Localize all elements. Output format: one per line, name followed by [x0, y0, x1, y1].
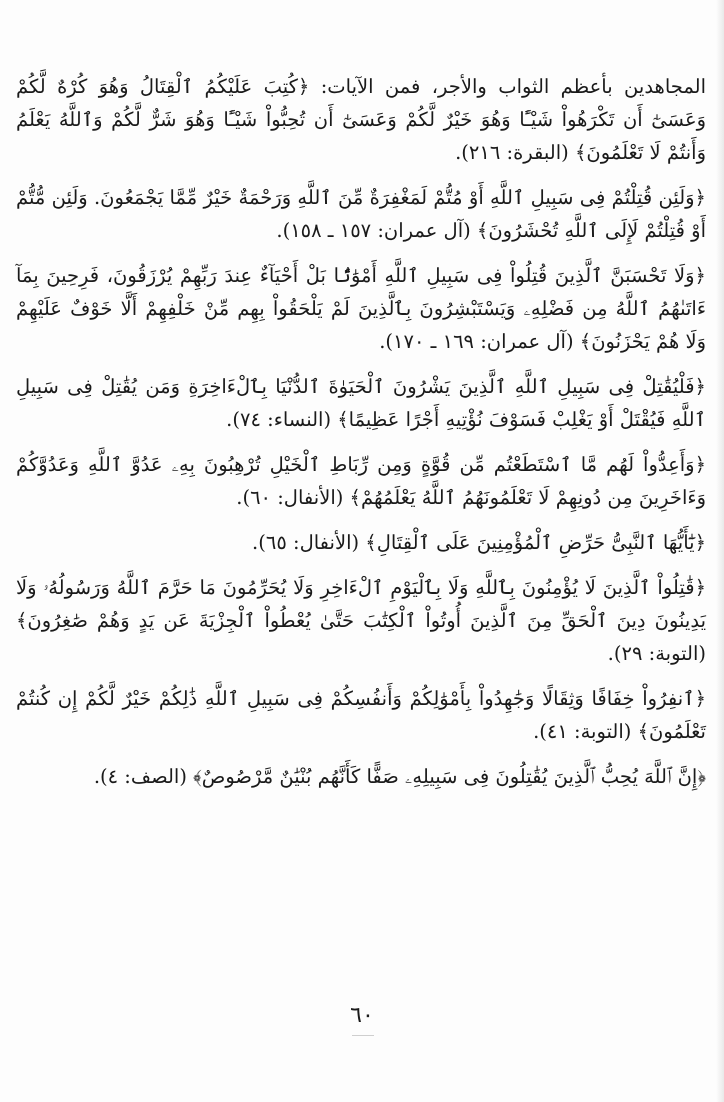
paragraph-at-tawbah-41: ﴿ٱنفِرُواْ خِفَافًا وَثِقَالًا وَجَٰهِدُواْ بِأَمْوَٰلِكُمْ وَأَنفُسِكُمْ فِى سَبِيلِ ٱللَّهِ ذَٰلِكُمْ خَيْرٌ لَّكُمْ إِن كُنتُمْ تَعْلَمُونَ﴾ (التوبة: ٤١). — [16, 687, 706, 743]
paragraph-an-nisa-74: ﴿فَلْيُقَٰتِلْ فِى سَبِيلِ ٱللَّهِ ٱلَّذِينَ يَشْرُونَ ٱلْحَيَوٰةَ ٱلدُّنْيَا بِٱلْءَاخِرَةِ وَمَن يُقَٰتِلْ فِى سَبِيلِ ٱللَّهِ فَيُقْتَلْ أَوْ يَغْلِبْ فَسَوْفَ نُؤْتِيهِ أَجْرًا عَظِيمًا﴾ (النساء: ٧٤). — [16, 375, 706, 431]
paragraph-intro-albaqarah: المجاهدين بأعظم الثواب والأجر، فمن الآيات: ﴿كُتِبَ عَلَيْكُمُ ٱلْقِتَالُ وَهُوَ كُرْهٌ لَّكُمْ وَعَسَىٰٓ أَن تَكْرَهُواْ شَيْـًٔا وَهُوَ خَيْرٌ لَّكُمْ وَعَسَىٰٓ أَن تُحِبُّواْ شَيْـًٔا وَهُوَ شَرٌّ لَّكُمْ وَٱللَّهُ يَعْلَمُ وَأَنتُمْ لَا تَعْلَمُونَ﴾ (البقرة: ٢١٦). — [16, 75, 706, 164]
paragraph-at-tawbah-29: ﴿قَٰتِلُواْ ٱلَّذِينَ لَا يُؤْمِنُونَ بِٱللَّهِ وَلَا بِٱلْيَوْمِ ٱلْءَاخِرِ وَلَا يُحَرِّمُونَ مَا حَرَّمَ ٱللَّهُ وَرَسُولُهُۥ وَلَا يَدِينُونَ دِينَ ٱلْحَقِّ مِنَ ٱلَّذِينَ أُوتُواْ ٱلْكِتَٰبَ حَتَّىٰ يُعْطُواْ ٱلْجِزْيَةَ عَن يَدٍ وَهُمْ صَٰغِرُونَ﴾ (التوبة: ٢٩). — [16, 576, 706, 665]
paragraph-al-anfal-65: ﴿يَٰٓأَيُّهَا ٱلنَّبِىُّ حَرِّضِ ٱلْمُؤْمِنِينَ عَلَى ٱلْقِتَالِ﴾ (الأنفال: ٦٥). — [252, 531, 706, 554]
page-number-underline — [352, 1035, 374, 1036]
paragraph-al-anfal-60: ﴿وَأَعِدُّواْ لَهُم مَّا ٱسْتَطَعْتُم مِّن قُوَّةٍ وَمِن رِّبَاطِ ٱلْخَيْلِ تُرْهِبُونَ بِهِۦ عَدُوَّ ٱللَّهِ وَعَدُوَّكُمْ وَءَاخَرِينَ مِن دُونِهِمْ لَا تَعْلَمُونَهُمُ ٱللَّهُ يَعْلَمُهُمْ﴾ (الأنفال: ٦٠). — [16, 453, 706, 509]
paragraph-as-saff-4: ﴿إِنَّ ٱللَّهَ يُحِبُّ ٱلَّذِينَ يُقَٰتِلُونَ فِى سَبِيلِهِۦ صَفًّا كَأَنَّهُم بُنْيَٰنٌ مَّرْصُوصٌ﴾ (الصف: ٤). — [93, 765, 706, 788]
scan-edge-shadow — [716, 0, 724, 1102]
body-text — [16, 70, 706, 805]
page-number: ٦٠ — [350, 1003, 374, 1028]
paragraph-al-imran-157: ﴿وَلَئِن قُتِلْتُمْ فِى سَبِيلِ ٱللَّهِ أَوْ مُتُّمْ لَمَغْفِرَةٌ مِّنَ ٱللَّهِ وَرَحْمَةٌ خَيْرٌ مِّمَّا يَجْمَعُونَ. وَلَئِن مُّتُّمْ أَوْ قُتِلْتُمْ لَإِلَى ٱللَّهِ تُحْشَرُونَ﴾ (آل عمران: ١٥٧ ـ ١٥٨). — [16, 186, 706, 242]
paragraph-al-imran-169: ﴿وَلَا تَحْسَبَنَّ ٱلَّذِينَ قُتِلُواْ فِى سَبِيلِ ٱللَّهِ أَمْوَٰتًۢا بَلْ أَحْيَآءٌ عِندَ رَبِّهِمْ يُرْزَقُونَ، فَرِحِينَ بِمَآ ءَاتَىٰهُمُ ٱللَّهُ مِن فَضْلِهِۦ وَيَسْتَبْشِرُونَ بِٱلَّذِينَ لَمْ يَلْحَقُواْ بِهِم مِّنْ خَلْفِهِمْ أَلَّا خَوْفٌ عَلَيْهِمْ وَلَا هُمْ يَحْزَنُونَ﴾ (آل عمران: ١٦٩ ـ ١٧٠). — [16, 264, 706, 353]
